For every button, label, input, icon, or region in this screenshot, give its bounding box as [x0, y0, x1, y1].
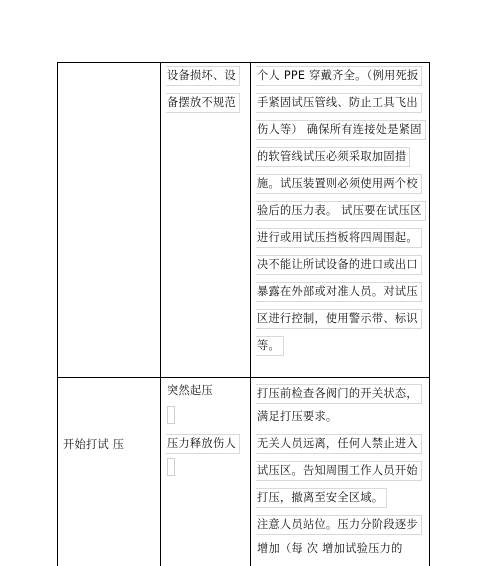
- measure-text-line-5: 施。试压装置则必须使用两个校: [256, 174, 422, 194]
- measure2-text-line-6: 注意人员站位。压力分阶段逐步: [256, 515, 422, 535]
- measure2-text-line-7: 增加（每 次 增加试验压力的: [257, 542, 403, 555]
- measure2-text-line-3: 无关人员远离，任何人禁止进入: [256, 434, 422, 454]
- hazard-pressure-release-injury: 压力释放伤人: [166, 434, 240, 454]
- measure2-text-line-4: 试压区。告知周围工作人员开始: [256, 461, 422, 481]
- measure-text-line-1: 个人 PPE 穿戴齐全。（例用死扳: [256, 66, 422, 86]
- measure-text-line-8: 决不能让所试设备的进口或出口: [256, 255, 422, 275]
- text-placeholder-box: [167, 406, 175, 424]
- text-placeholder-box: [167, 458, 175, 476]
- measure-text-line-10: 区进行控制，使用警示带、标识: [256, 309, 422, 329]
- measure2-text-line-2: 满足打压要求。: [257, 410, 338, 423]
- measure-text-line-7: 进行或用试压挡板将四周围起。: [256, 228, 422, 248]
- table-right-border: [429, 62, 430, 566]
- measure-text-line-9: 暴露在外部或对准人员。对试压: [256, 282, 422, 302]
- measure2-text-line-5: 打压，撤离至安全区域。: [256, 488, 387, 508]
- table-column-divider-1: [160, 62, 161, 566]
- table-row-divider: [57, 377, 430, 378]
- table-top-border: [57, 62, 430, 63]
- measure-text-line-11: 等。: [256, 336, 284, 356]
- measure-text-line-4: 的软管线试压必须采取加固措: [256, 147, 410, 167]
- table-left-border: [57, 62, 58, 566]
- hazard-equipment-damage-line-1: 设备损坏、设: [166, 66, 240, 86]
- measure-text-line-6: 验后的压力表。 试压要在试压区: [256, 201, 426, 221]
- measure-text-line-2: 手紧固试压管线、防止工具飞出: [256, 93, 422, 113]
- table-column-divider-2: [250, 62, 251, 566]
- step-start-pressure-test: 开始打试 压: [63, 438, 125, 451]
- hazard-equipment-damage-line-2: 备摆放不规范: [166, 93, 240, 113]
- hazard-sudden-pressure: 突然起压: [167, 384, 213, 397]
- measure-text-line-3: 伤人等） 确保所有连接处是紧固: [256, 120, 426, 140]
- measure2-text-line-1: 打压前检查各阀门的开关状态，: [256, 384, 422, 404]
